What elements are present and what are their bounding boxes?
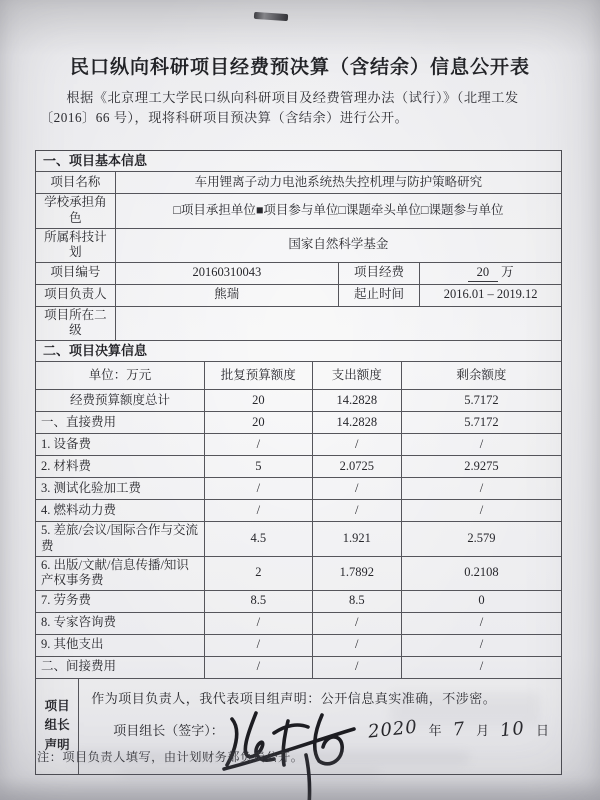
table-row [36,262,561,284]
declaration-label-line: 组长 [44,718,70,733]
table-row [36,171,561,193]
approved-amount: / [204,478,312,499]
budget-category: 6. 出版/文献/信息传播/知识产权事务费 [41,557,189,588]
table-row [36,477,561,499]
date-month: 7 [451,718,467,741]
column-header: 单位：万元 [88,367,152,382]
spent-amount: 2.0725 [312,456,401,477]
staple-mark [254,12,288,21]
remaining-amount: 2.579 [401,522,561,555]
field-label: 起止时间 [338,285,419,306]
budget-category: 3. 测试化验加工费 [41,480,142,495]
remaining-amount: / [401,657,561,678]
project-id-value: 20160310043 [115,263,338,284]
remaining-amount: 5.7172 [401,390,561,411]
remaining-amount: / [401,613,561,634]
remaining-amount: / [401,635,561,656]
table-row [36,389,561,411]
page-title: 民口纵向科研项目经费预决算（含结余）信息公开表 [69,57,530,78]
date-year-suffix: 年 [428,723,442,739]
remaining-amount: 2.9275 [401,456,561,477]
spent-amount: 14.2828 [312,390,401,411]
table-row [36,284,561,306]
handwritten-date [366,716,551,743]
spent-amount: / [312,657,401,678]
field-label: 项目所在二级 [44,307,107,338]
table-row [36,521,561,555]
signature-row [91,713,551,747]
remaining-amount: 5.7172 [401,412,561,433]
remaining-amount: / [401,500,561,521]
form-table [35,150,562,775]
approved-amount: / [204,613,312,634]
footer-note: 注：项目负责人填写，由计划财务部负责公开。 [37,750,304,765]
budget-category: 1. 设备费 [41,436,92,451]
remaining-amount: 0.2108 [401,557,561,590]
date-day: 10 [499,718,527,742]
remaining-amount: 0 [401,591,561,612]
field-label: 项目负责人 [44,287,107,302]
budget-category: 9. 其他支出 [41,637,104,652]
table-row [36,433,561,455]
spent-amount: / [312,478,401,499]
dept-value [115,307,561,340]
spent-amount: 1.7892 [312,557,401,590]
field-label: 项目名称 [50,174,101,189]
section2-header-row [36,340,561,361]
approved-amount: 2 [204,557,312,590]
approved-amount: / [204,500,312,521]
approved-amount: 4.5 [204,522,312,555]
section1-header-row [36,151,561,171]
table-row [36,193,561,227]
school-role-checkboxes: □项目承担单位■项目参与单位□课题牵头单位□课题参与单位 [115,194,561,227]
table-row [36,499,561,521]
leader-name-value: 熊瑞 [115,285,338,306]
program-value: 国家自然科学基金 [115,229,561,262]
budget-category: 经费预算额度总计 [69,392,170,407]
budget-unit: 万 [501,265,514,280]
remaining-amount: / [401,434,561,455]
declaration-label-line: 声明 [44,738,70,753]
approved-amount: / [204,434,312,455]
approved-amount: 5 [204,456,312,477]
signature-label: 项目组长（签字）： [113,723,224,739]
field-label: 项目经费 [338,263,419,284]
table-row [36,306,561,340]
section1-header: 一、项目基本信息 [43,153,148,168]
date-year: 2020 [366,716,419,743]
column-header: 批复预算额度 [204,362,312,389]
budget-amount: 20 [468,265,499,282]
budget-category: 一、直接费用 [41,414,117,429]
date-day-suffix: 日 [535,723,549,739]
spent-amount: 14.2828 [312,412,401,433]
field-label: 学校承担角色 [44,195,107,225]
date-month-suffix: 月 [476,723,490,739]
column-header: 剩余额度 [401,362,561,389]
table-row [36,656,561,678]
budget-category: 4. 燃料动力费 [41,502,117,517]
approved-amount: / [204,657,312,678]
table-row [36,590,561,612]
spent-amount: 1.921 [312,522,401,555]
approved-amount: 20 [204,412,312,433]
table-row [36,612,561,634]
declaration-label-line: 项目 [44,698,70,713]
spent-amount: 8.5 [312,591,401,612]
table-row [36,634,561,656]
table-row [36,556,561,590]
approved-amount: 20 [204,390,312,411]
budget-category: 2. 材料费 [41,458,92,473]
budget-category: 7. 劳务费 [41,593,92,608]
spent-amount: / [312,613,401,634]
table-row [36,455,561,477]
spent-amount: / [312,500,401,521]
intro-paragraph: 根据《北京理工大学民口纵向科研项目及经费管理办法（试行）》（北理工发〔2016〕66 号），现将科研项目预决算（含结余）进行公开。 [40,90,519,126]
project-name-value: 车用锂离子动力电池系统热失控机理与防护策略研究 [115,172,561,193]
column-header-row [36,361,561,389]
field-label: 所属科技计划 [44,229,107,260]
spent-amount: / [312,434,401,455]
spent-amount: / [312,635,401,656]
table-row [36,228,561,262]
approved-amount: 8.5 [204,591,312,612]
budget-total-value [419,263,561,284]
table-row [36,411,561,433]
budget-category: 5. 差旅/会议/国际合作与交流费 [41,523,198,553]
declaration-statement: 作为项目负责人，我代表项目组声明：公开信息真实准确，不涉密。 [91,690,497,706]
field-label: 项目编号 [50,265,101,280]
section2-header: 二、项目决算信息 [43,343,148,358]
duration-value: 2016.01 – 2019.12 [419,285,561,306]
handwritten-signature [222,705,372,777]
remaining-amount: / [401,478,561,499]
budget-category: 8. 专家咨询费 [41,615,117,630]
approved-amount: / [204,635,312,656]
column-header: 支出额度 [312,362,401,389]
budget-category: 二、间接费用 [41,659,117,674]
